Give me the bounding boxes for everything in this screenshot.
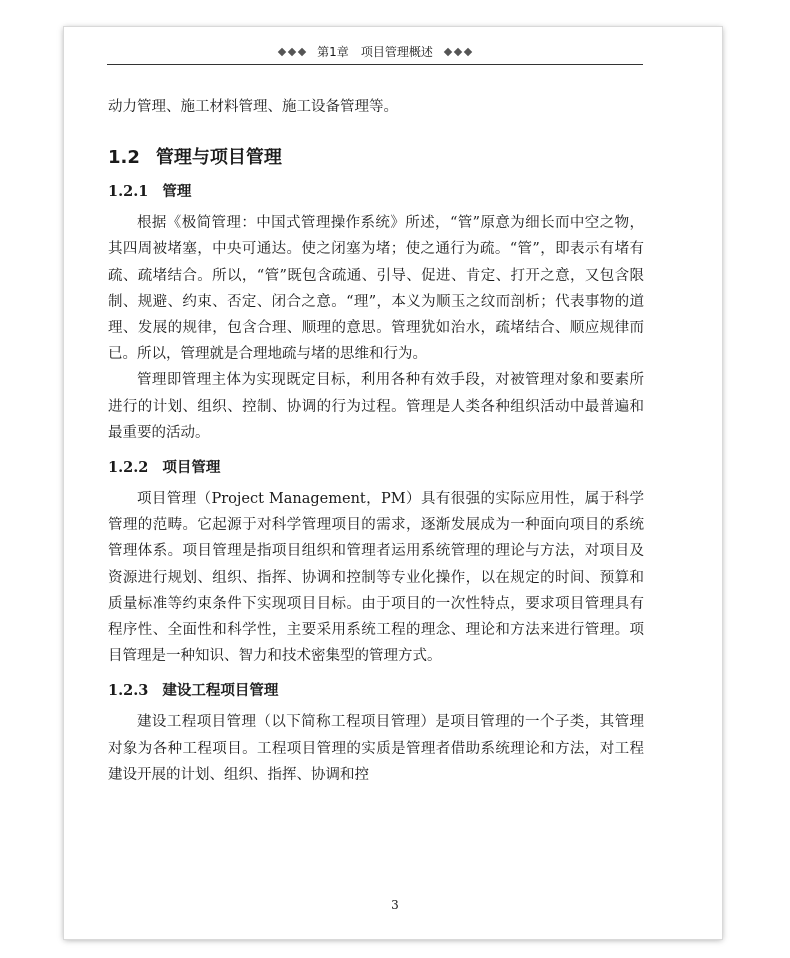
subsection-title: 项目管理 <box>162 459 221 477</box>
diamond-ornament-icon <box>278 48 286 56</box>
subsection-heading <box>108 458 644 478</box>
subsection-number: 1.2.3 <box>108 682 149 700</box>
page-number: 3 <box>391 898 399 912</box>
diamond-ornament-icon <box>443 48 451 56</box>
chapter-number: 第1章 <box>317 45 349 59</box>
subsection-title: 建设工程项目管理 <box>162 682 279 700</box>
diamond-ornament-icon <box>288 48 296 56</box>
chapter-title: 项目管理概述 <box>360 45 433 59</box>
body-paragraph: 建设工程项目管理（以下简称工程项目管理）是项目管理的一个子类，其管理对象为各种工程项目。工程项目管理的实质是管理者借助系统理论和方法，对工程建设开展的计划、组织、指挥、协调和控 <box>108 714 644 783</box>
subsection-heading <box>108 681 644 701</box>
diamond-ornament-icon <box>298 48 306 56</box>
body-paragraph: 管理即管理主体为实现既定目标，利用各种有效手段，对被管理对象和要素所进行的计划、组织、控制、协调的行为过程。管理是人类各种组织活动中最普遍和最重要的活动。 <box>108 372 644 441</box>
diamond-ornament-icon <box>463 48 471 56</box>
body-paragraph: 项目管理（Project Management，PM）具有很强的实际应用性，属于科学管理的范畴。它起源于对科学管理项目的需求，逐渐发展成为一种面向项目的系统管理体系。项目管理是指项目组织和管理者运用系统管理的理论与方法，对项目及资源进行规划、组织、指挥、协调和控制等专业化操作，以在规定的时间、预算和质量标准等约束条件下实现项目目标。由于项目的一次性特点，要求项目管理具有程序性、全面性和科学性，主要采用系统工程的理念、理论和方法来进行管理。项目管理是一种知识、智力和技术密集型的管理方式。 <box>108 491 644 665</box>
subsection-title: 管理 <box>162 183 192 201</box>
section-heading <box>108 146 644 170</box>
subsection-number: 1.2.2 <box>108 459 149 477</box>
section-title: 管理与项目管理 <box>155 147 282 169</box>
subsection-number: 1.2.1 <box>108 183 149 201</box>
running-header <box>107 45 643 65</box>
section-number: 1.2 <box>108 147 140 169</box>
body-paragraph: 根据《极简管理：中国式管理操作系统》所述，“管”原意为细长而中空之物，其四周被堵塞，中央可通达。使之闭塞为堵；使之通行为疏。“管”，即表示有堵有疏、疏堵结合。所以，“管”既包含疏通、引导、促进、肯定、打开之意，又包含限制、规避、约束、否定、闭合之意。“理”，本义为顺玉之纹而剖析；代表事物的道理、发展的规律，包含合理、顺理的意思。管理犹如治水，疏堵结合、顺应规律而已。所以，管理就是合理地疏与堵的思维和行为。 <box>108 215 644 363</box>
intro-paragraph: 动力管理、施工材料管理、施工设备管理等。 <box>108 99 398 115</box>
page-body <box>108 94 644 788</box>
diamond-ornament-icon <box>453 48 461 56</box>
subsection-heading <box>108 182 644 202</box>
